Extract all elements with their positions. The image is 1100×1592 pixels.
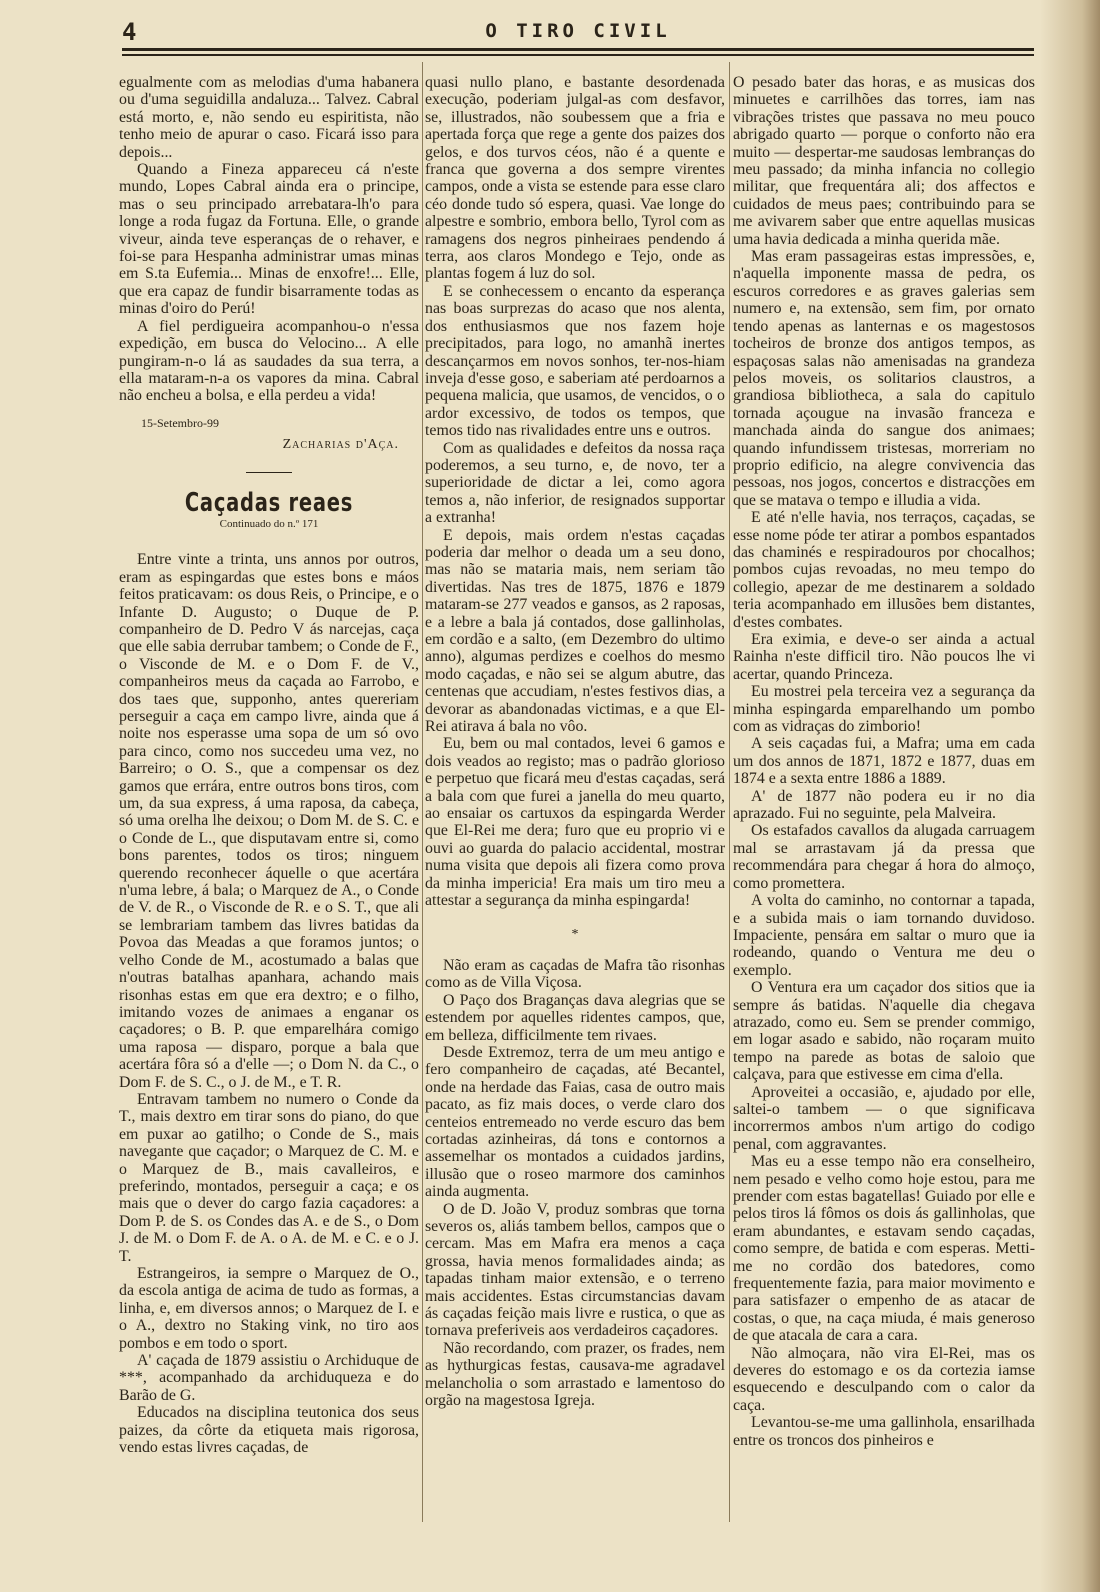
paragraph: Levantou-se-me uma gallinhola, ensarilhada entre os troncos dos pinheiros e <box>733 1414 1035 1449</box>
paragraph: A' caçada de 1879 assistiu o Archiduque de ***, acompanhado da archiduqueza e do Barão de G. <box>119 1352 419 1404</box>
section-separator <box>246 472 292 473</box>
author-signature: Zacharias d'Aça. <box>282 437 399 453</box>
paragraph: Aproveitei a occasião, e, ajudado por elle, saltei-o tambem — o que significava incorrermos ambos n'um artigo do codigo penal, com aggravantes. <box>733 1083 1035 1153</box>
paragraph: Com as qualidades e defeitos da nossa raça poderemos, a seu turno, e, de novo, ter a superioridade de dictar a lei, como agora temos a, não inferior, de resignados supportar a extranha! <box>425 439 725 527</box>
paragraph: Não almoçara, não vira El-Rei, mas os deveres do estomago e os da cortezia iamse esquecendo e desculpando com o calor da caça. <box>733 1344 1035 1414</box>
paragraph: Os estafados cavallos da alugada carruagem mal se arrastavam já da pressa que recommendára para chegar á hora do almoço, como promettera. <box>733 822 1035 892</box>
paragraph: Eu, bem ou mal contados, levei 6 gamos e dois veados ao registo; mas o padrão glorioso e perpetuo que ficará meu d'estas caçadas, será a bala com que furei a janella do meu quarto, ao ensaiar os cartuxos da espingarda Werder que El-Rei me dera; furo que eu proprio vi e ouvi ao guarda do palacio accidental, mostrar numa visita que depois ali fizera como prova da minha impericia! Era mais um tiro meu a attestar a segurança da minha espingarda! <box>425 735 725 910</box>
paragraph: Mas eu a esse tempo não era conselheiro, nem pesado e velho como hoje estou, para me prender com estas bagatellas! Guiado por elle e pelos tiros lá fômos os dois ás gallinholas, que eram abundantes, e estavam sendo caçadas, como sempre, de batida e com esperas. Metti-me no cordão dos batedores, como frequentemente fazia, para maior movimento e para satisfazer o empenho de as atacar de costas, o que, na caça miuda, é mais generoso de que atacala de cara a cara. <box>733 1153 1035 1345</box>
section-asterism: * <box>571 926 579 942</box>
paragraph: E se conhecessem o encanto da esperança nas boas surprezas do acaso que nos alenta, dos enthusiasmos que nos fazem hoje precipitados, para logo, no amanhã inertes descançarmos em novos sonhos, ter-nos-hiam inveja d'esse goso, e saberiam até perdoarnos a pequena malicia, que usamos, de vencidos, o o ardor excessivo, de todos os tempos, que temos tido nas rivalidades entre uns e outros. <box>425 282 725 440</box>
column-3 <box>733 74 1035 1449</box>
page-edge-shadow <box>1040 0 1100 1592</box>
paragraph: O de D. João V, produz sombras que torna severos os, aliás tambem bellos, campos que o cercam. Mas em Mafra era menos a caça grossa, havia menos formalidades ainda; as tapadas tinham maior extensão, e o terreno mais accidentes. Estas circumstancias davam ás caçadas feição mais livre e rustica, o que as tornava preferiveis aos verdadeiros caçadores. <box>425 1200 725 1340</box>
continued-note: Continuado do n.º 171 <box>219 517 319 530</box>
paragraph: A' de 1877 não podera eu ir no dia aprazado. Fui no seguinte, pela Malveira. <box>733 787 1035 823</box>
paragraph: Mas eram passageiras estas impressões, e, n'aquella imponente massa de pedra, os escuros corredores e as graves galerias sem numero e, na extensão, sem fim, por ornato tendo apenas as lanternas e os magestosos tocheiros de bronze dos antigos tempos, as espaçosas salas não amenisadas na grandeza pelos moveis, os solitarios claustros, a grandiosa bibliotheca, a sala do capitulo tornada açougue na invasão franceza e manchada ainda do sangue dos animaes; quando infundissem tristesas, morreriam no proprio edificio, na alegre convivencia das pessoas, nos jogos, concertos e distracções em que se matava o tempo e illudia a vida. <box>733 248 1035 509</box>
paragraph: E até n'elle havia, nos terraços, caçadas, se esse nome póde ter atirar a pombos espantados das chaminés e respiradouros por chocalhos; pombos cujas revoadas, no meu tempo do collegio, apezar de me destinarem a soldado teria acompanhado em illusões bem distantes, d'estes combates. <box>733 509 1035 631</box>
paragraph: A volta do caminho, no contornar a tapada, e a subida mais o iam tornando duvidoso. Impaciente, pensára em saltar o muro que ia rodeando, quando o Ventura me deu o exemplo. <box>733 892 1035 979</box>
paragraph: Eu mostrei pela terceira vez a segurança da minha espingarda emparelhando um pombo com as vidraças do zimborio! <box>733 683 1035 736</box>
page-header <box>122 18 1034 58</box>
paragraph: Não recordando, com prazer, os frades, nem as hythurgicas festas, causava-me agradavel melancholia o som arrastado e lamentoso do orgão na magestosa Igreja. <box>425 1339 725 1410</box>
paragraph: Entravam tambem no numero o Conde da T., mais dextro em tirar sons do piano, do que em puxar ao gatilho; o Conde de S., mais navegante que caçador; o Marquez de C. M. e o Marquez de B., mais cavalleiros, e preferindo, montados, perseguir a caça; e os mais que o dever do cargo fazia caçadores: a Dom P. de S. os Condes das A. e de S., o Dom J. de M. o Dom F. de A. o A. de M. e C. e o J. T. <box>119 1090 419 1265</box>
paragraph: quasi nullo plano, e bastante desordenada execução, poderiam julgal-as com desfavor, se, illustrados, não soubessem que a fria e apertada força que rege a gente dos paizes dos gelos, e dos turvos céos, não é a quente e franca que governa a dos sempre virentes campos, onde a vista se estende para esse claro céo donde tudo só espera, quasi. Vae longe do alpestre e sombrio, embora bello, Tyrol com as ramagens dos negros pinheiraes pendendo á terra, aos claros Mondego e Tejo, onde as plantas fogem á luz do sol. <box>425 74 725 283</box>
paragraph: Desde Extremoz, terra de um meu antigo e fero companheiro de caçadas, até Becantel, onde na herdade das Faias, casa de outro mais pacato, as fiz mais doces, o verde claro dos centeios entremeado no verde escuro das bem cortadas azinheiras, dá tons e contornos a assemelhar os montados a cuidados jardins, illusão que o roseo marmore dos caminhos ainda augmenta. <box>425 1043 725 1201</box>
paragraph: O pesado bater das horas, e as musicas dos minuetes e carrilhões das torres, iam nas vibrações tristes que passava no meu pouco abrigado quarto — porque o conforto não era muito — despertar-me saudosas lembranças do meu passado; da minha infancia no collegio militar, que frequentára ali; dos affectos e cuidados de meus paes; contribuindo para se me avivarem saber que entre aquellas musicas uma havia dedicada a minha querida mãe. <box>733 74 1035 248</box>
page-number: 4 <box>122 18 137 46</box>
column-2 <box>425 74 725 1409</box>
column-1 <box>119 74 419 1456</box>
paragraph: Entre vinte a trinta, uns annos por outros, eram as espingardas que estes bons e máos feitos praticavam: os dous Reis, o Principe, e o Infante D. Augusto; o Duque de P. companheiro de D. Pedro V ás narcejas, caça que elle sabia derrubar tambem; o Conde de F., o Visconde de M. e o Dom F. de V., companheiros meus da caçada ao Farrobo, e dos taes que, supponho, antes quereriam perseguir a caça em campo livre, ainda que á noite nos esperasse uma sopa de um só ovo para cinco, como nos succedeu uma vez, no Barreiro; o O. S., que a compensar os dez gamos que errára, entre outros bons tiros, com um, da sua express, á uma raposa, da cabeça, só uma orelha lhe deixou; o Dom M. de S. C. e o Conde de L., que disputavam entre si, como bons parentes, todos os tiros; ninguem querendo reconhecer áquelle o que acertára n'uma lebre, á bala; o Marquez de A., o Conde de V. de R., o Visconde de R. e o S. T., que ali se lembrariam tambem das livres batidas da Povoa das Meadas a que foramos juntos; o velho Conde de M., acostumado a balas que n'outras batalhas apanhara, achando mais risonhas estas em que era dextro; e o filho, imitando vozes de animaes a enganar os caçadores; o B. P. que emparelhára comigo uma raposa — disparo, porque a bala que acertára fôra só a d'elle —; o Dom N. da C., o Dom F. de S. C., o J. de M., e T. R. <box>119 551 419 1091</box>
paragraph: Educados na disciplina teutonica dos seus paizes, da côrte da etiqueta mais rigorosa, vendo estas livres caçadas, de <box>119 1404 419 1457</box>
paragraph: E depois, mais ordem n'estas caçadas poderia dar melhor o deada um a seu dono, mas não se mataria mais, nem seriam tão divertidas. Nas tres de 1875, 1876 e 1879 mataram-se 277 veados e gansos, as 2 raposas, e a lebre a bala já contados, dose gallinholas, em cordão e a salto, (em Dezembro do ultimo anno), algumas perdizes e coelhos do mesmo modo caçadas, e não sei se algum abutre, das centenas que accudiam, n'estes festivos dias, a devorar as abandonadas victimas, e a que El-Rei atirava á bala no vôo. <box>425 526 725 736</box>
paragraph: Estrangeiros, ia sempre o Marquez de O., da escola antiga de acima de tudo as formas, a linha, e, em diversos annos; o Marquez de I. e o A., dextro no Staking vink, no tiro aos pombos e em todo o sport. <box>119 1265 419 1352</box>
paragraph: Quando a Fineza appareceu cá n'este mundo, Lopes Cabral ainda era o principe, mas o seu principado arrebatara-lh'o para longe a roda fugaz da Fortuna. Elle, o grande viveur, ainda teve esperanças de o rehaver, e foi-se para Hespanha administrar umas minas em S.ta Eufemia... Minas de enxofre!... Elle, que era capaz de fundir bisarramente todas as minas d'oiro do Perú! <box>119 161 419 318</box>
paragraph: A fiel perdigueira acompanhou-o n'essa expedição, em busca do Velocino... A elle pungiram-n-o lá as saudades da sua terra, a ella mataram-n-a os vapores da mina. Cabral não encheu a bolsa, e ella perdeu a vida! <box>119 317 419 405</box>
paragraph: O Ventura era um caçador dos sitios que ia sempre ás batidas. N'aquelle dia chegava atrazado, como eu. Sem se prender commigo, em logar asado e sabido, não roçaram muito tempo na parede as botas de saloio que calçava, para que estivesse em cima d'ella. <box>733 979 1035 1084</box>
journal-title: O TIRO CIVIL <box>485 20 671 42</box>
article-date: 15-Setembro-99 <box>141 415 219 430</box>
header-rule <box>122 48 1034 51</box>
paragraph: Era eximia, e deve-o ser ainda a actual Rainha n'este difficil tiro. Não poucos lhe vi acertar, quando Princeza. <box>733 631 1035 683</box>
paragraph: A seis caçadas fui, a Mafra; uma em cada um dos annos de 1871, 1872 e 1877, duas em 1874 e a sexta entre 1886 a 1889. <box>733 735 1035 788</box>
header-rule-secondary <box>122 54 1034 56</box>
section-title: Caçadas reaes <box>184 487 354 518</box>
paragraph: egualmente com as melodias d'uma habanera ou d'uma seguidilla andaluza... Talvez. Cabral está morto, e, não sendo eu espiritista, não tenho meio de apurar o caso. Ficará isso para depois... <box>119 74 419 161</box>
column-divider <box>729 62 730 1522</box>
column-divider <box>422 62 423 1522</box>
paragraph: Não eram as caçadas de Mafra tão risonhas como as de Villa Viçosa. <box>425 956 725 992</box>
paragraph: O Paço dos Braganças dava alegrias que se estendem por aquelles ridentes campos, que, em belleza, difficilmente tem rivaes. <box>425 991 725 1044</box>
